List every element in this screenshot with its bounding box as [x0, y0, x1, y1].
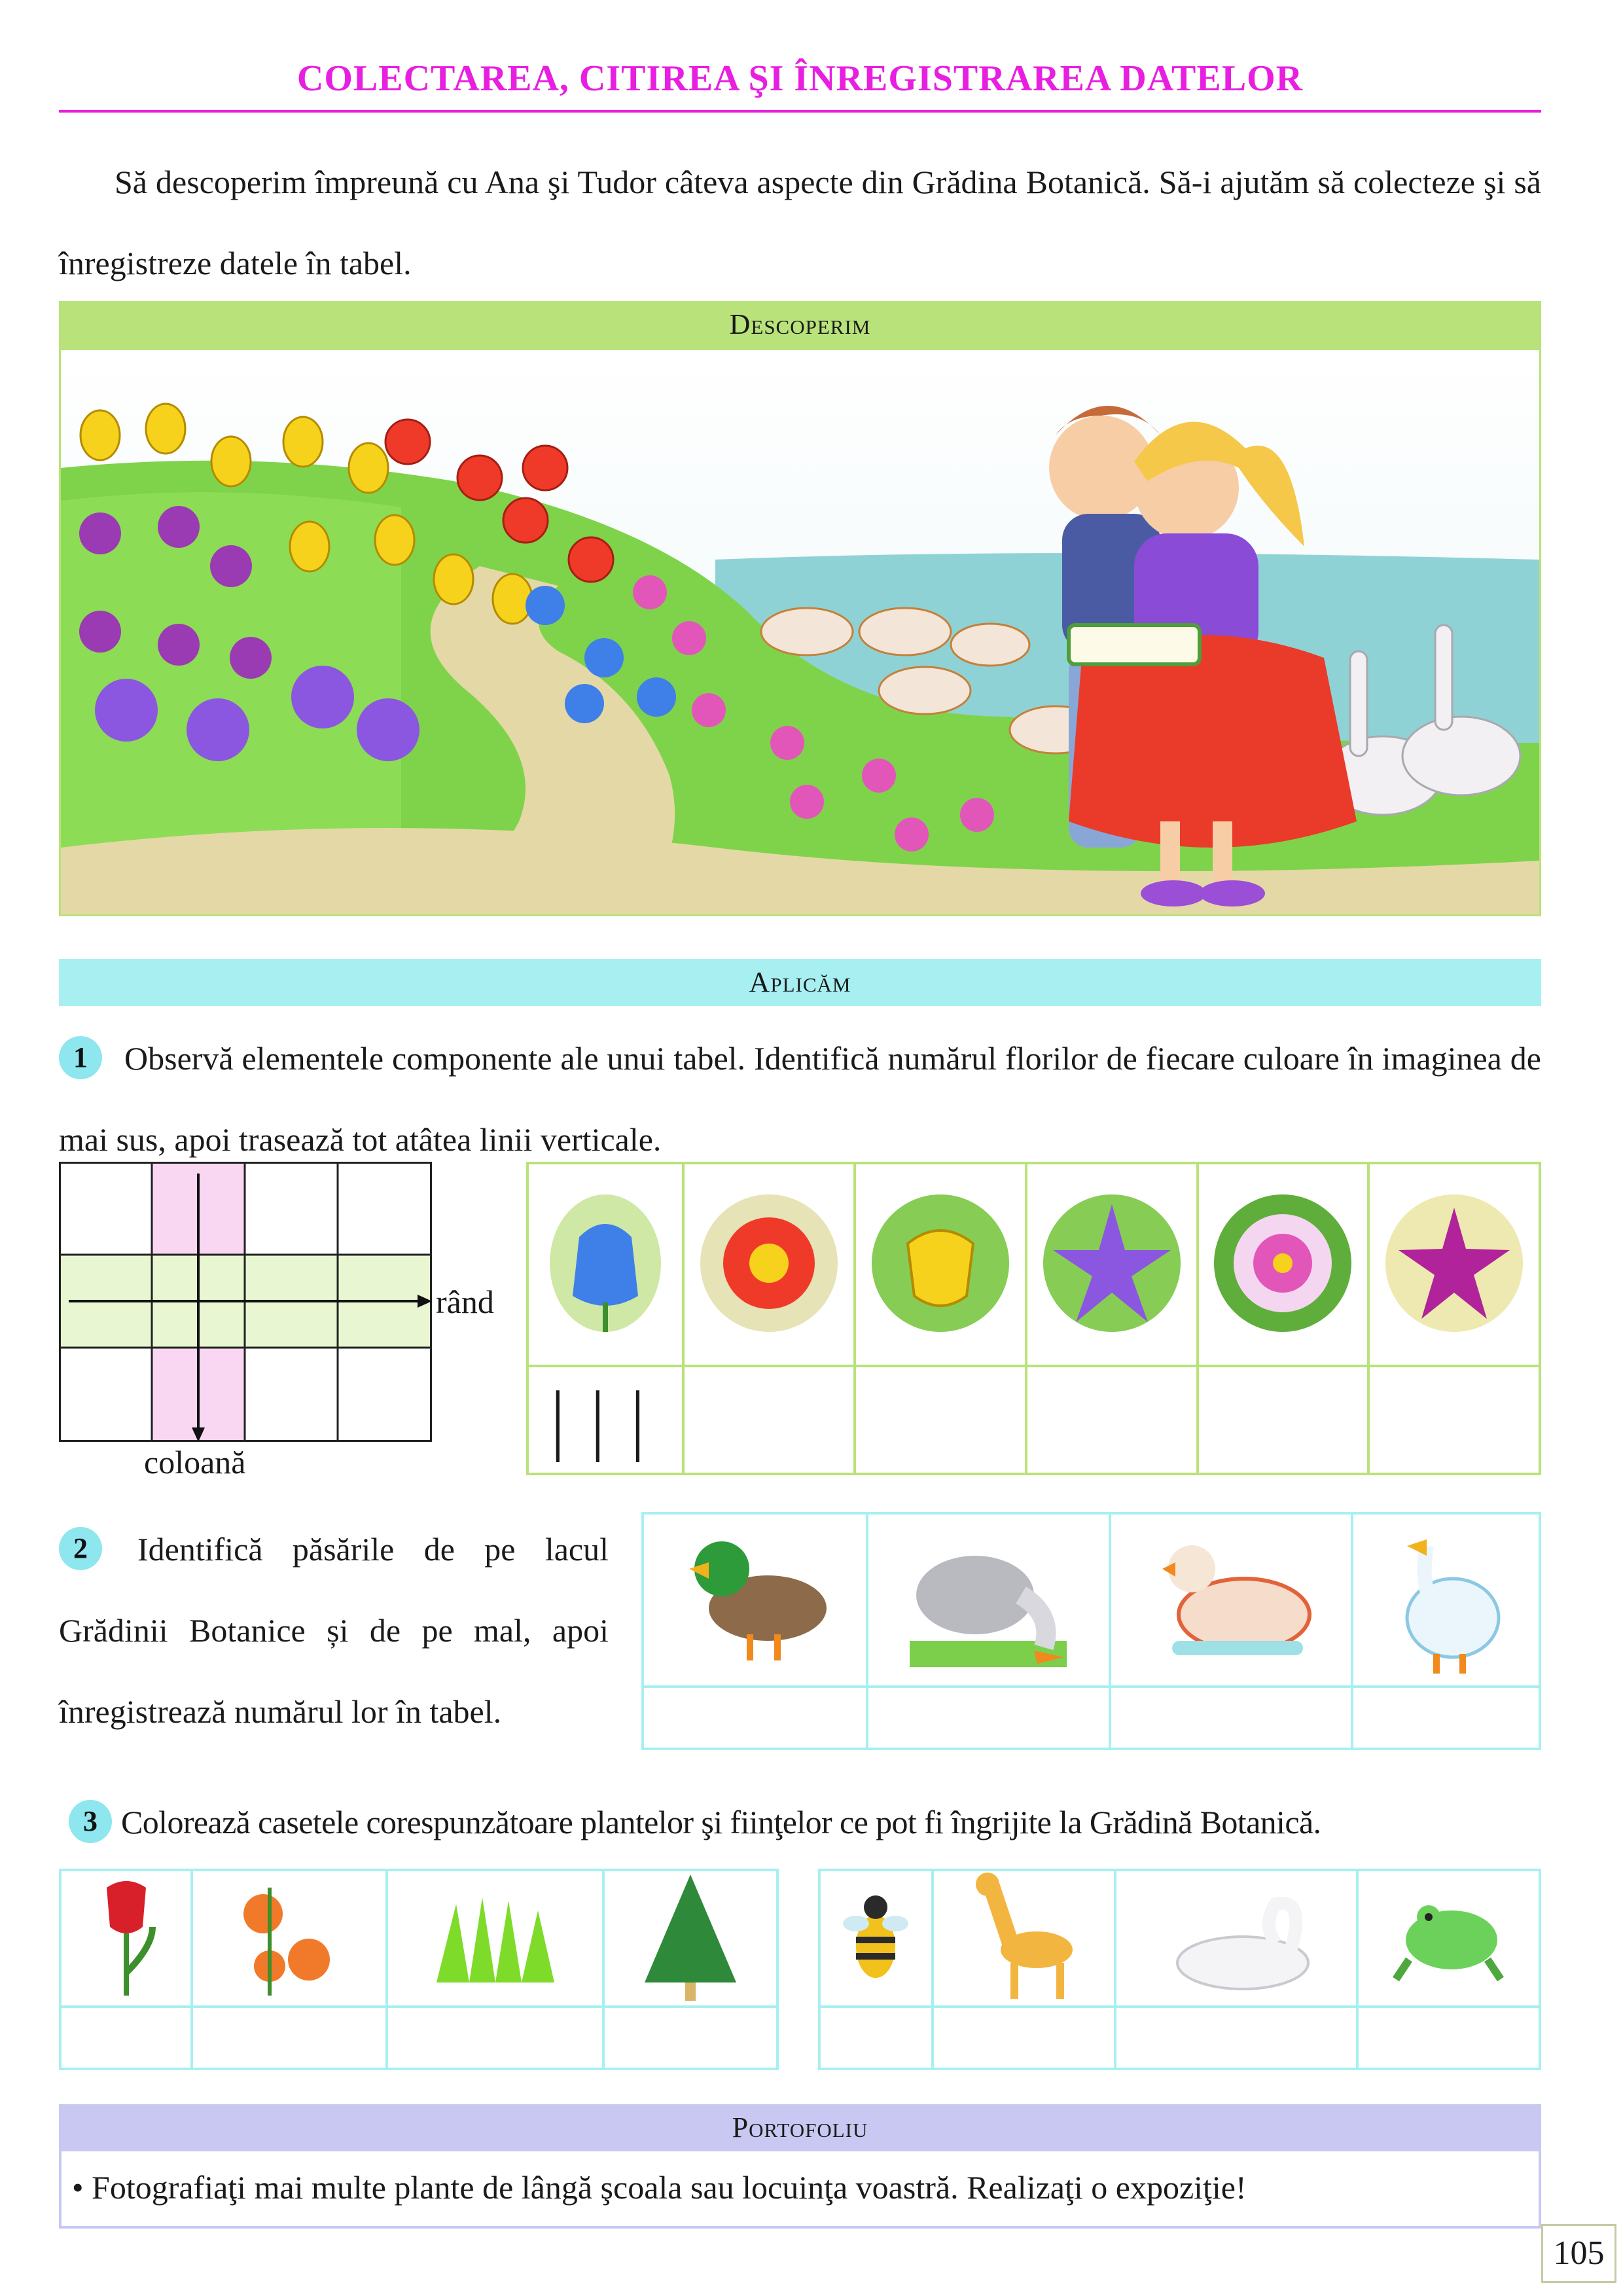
- bird-count-cell[interactable]: [643, 1687, 867, 1749]
- bird-count-cell[interactable]: [867, 1687, 1110, 1749]
- tally-cell[interactable]: [683, 1366, 855, 1474]
- animal-cell: [819, 1870, 933, 2007]
- color-box[interactable]: [933, 2007, 1115, 2069]
- plant-cell: [60, 1870, 192, 2007]
- flower-cell: [1368, 1163, 1540, 1366]
- flower-count-table: [526, 1162, 1541, 1475]
- color-box[interactable]: [387, 2007, 603, 2069]
- exercise-text: Identifică păsările de pe lacul Grădinii Botanice și de pe mal, apoi înregistrează numărul lor în tabel.: [59, 1531, 609, 1730]
- lily-icon: [230, 1874, 348, 1999]
- page-title: COLECTAREA, CITIREA ŞI ÎNREGISTRAREA DATELOR: [296, 58, 1304, 99]
- plant-cell: [192, 1870, 387, 2007]
- giraffe-icon: [965, 1871, 1082, 2002]
- section-banner-discover: Descoperim: [59, 301, 1541, 348]
- table-structure-diagram: [59, 1162, 432, 1442]
- animal-cell: [933, 1870, 1115, 2007]
- red-poppy-flower-icon: [697, 1191, 841, 1335]
- color-box[interactable]: [819, 2007, 933, 2069]
- color-box[interactable]: [60, 2007, 192, 2069]
- section-banner-apply: Aplicăm: [59, 959, 1541, 1006]
- orange-duck-icon: [1146, 1523, 1316, 1674]
- animals-table: [818, 1869, 1541, 2070]
- tally-cell-example: |||: [527, 1366, 683, 1474]
- plant-cell: [387, 1870, 603, 2007]
- animal-cell: [1115, 1870, 1357, 2007]
- exercise-1: [59, 1018, 1541, 1180]
- fir-tree-icon: [638, 1871, 743, 2002]
- bird-cell: [1352, 1513, 1540, 1687]
- section-banner-portfolio: Portofoliu: [59, 2104, 1541, 2151]
- exercise-number: 1: [59, 1036, 102, 1079]
- bird-count-cell[interactable]: [1110, 1687, 1353, 1749]
- portfolio-task: • Fotografiaţi mai multe plante de lângă şcoala sau locuinţa voastră. Realizaţi o expoziţie!: [72, 2169, 1247, 2206]
- color-box[interactable]: [1115, 2007, 1357, 2069]
- tally-cell[interactable]: [1368, 1366, 1540, 1474]
- frog-icon: [1389, 1888, 1507, 1986]
- purple-aster-flower-icon: [1040, 1191, 1184, 1335]
- animal-cell: [1357, 1870, 1540, 2007]
- exercise-3: [59, 1782, 1541, 1863]
- exercise-2: [59, 1509, 609, 1752]
- flower-cell: [1026, 1163, 1198, 1366]
- row-label: rând: [436, 1283, 494, 1320]
- bird-cell: [1110, 1513, 1353, 1687]
- tally-cell[interactable]: [1026, 1366, 1198, 1474]
- bee-icon: [840, 1888, 912, 1986]
- bird-count-cell[interactable]: [1352, 1687, 1540, 1749]
- exercise-text: Colorează casetele corespunzătoare plantelor şi fiinţelor ce pot fi îngrijite la Grădină Botanică.: [121, 1804, 1321, 1840]
- color-box[interactable]: [1357, 2007, 1540, 2069]
- intro-paragraph: Să descoperim împreună cu Ana şi Tudor câteva aspecte din Grădina Botanică. Să-i ajutăm să colecteze şi să înregistreze datele în tabel.: [59, 164, 1541, 281]
- tally-cell[interactable]: [1198, 1366, 1369, 1474]
- flower-cell: [683, 1163, 855, 1366]
- bird-cell: [867, 1513, 1110, 1687]
- yellow-tulip-flower-icon: [868, 1191, 1012, 1335]
- title-underline: [59, 110, 1541, 113]
- flower-cell: [855, 1163, 1026, 1366]
- garden-illustration: [59, 348, 1541, 916]
- blue-bell-flower-icon: [540, 1191, 671, 1335]
- swan-icon: [1158, 1878, 1315, 1996]
- exercise-text: Observă elementele componente ale unui tabel. Identifică numărul florilor de fiecare culoare în imaginea de mai sus, apoi trasează tot atâtea linii verticale.: [59, 1040, 1541, 1158]
- pink-daisy-flower-icon: [1211, 1191, 1355, 1335]
- grass-icon: [430, 1884, 561, 1989]
- bird-cell: [643, 1513, 867, 1687]
- color-box[interactable]: [192, 2007, 387, 2069]
- plants-table: [59, 1869, 779, 2070]
- bird-count-table: [641, 1512, 1541, 1750]
- tally-cell[interactable]: [855, 1366, 1026, 1474]
- column-label: coloană: [144, 1444, 246, 1480]
- grey-goose-icon: [903, 1523, 1073, 1674]
- page-number: 105: [1541, 2224, 1616, 2283]
- plant-cell: [603, 1870, 777, 2007]
- flower-cell: [1198, 1163, 1369, 1366]
- magenta-flower-icon: [1382, 1191, 1526, 1335]
- flower-cell: [527, 1163, 683, 1366]
- tulip-icon: [87, 1874, 166, 1999]
- mallard-duck-icon: [676, 1523, 833, 1674]
- exercise-number: 3: [69, 1800, 112, 1843]
- color-box[interactable]: [603, 2007, 777, 2069]
- exercise-number: 2: [59, 1527, 102, 1570]
- white-goose-icon: [1381, 1520, 1512, 1677]
